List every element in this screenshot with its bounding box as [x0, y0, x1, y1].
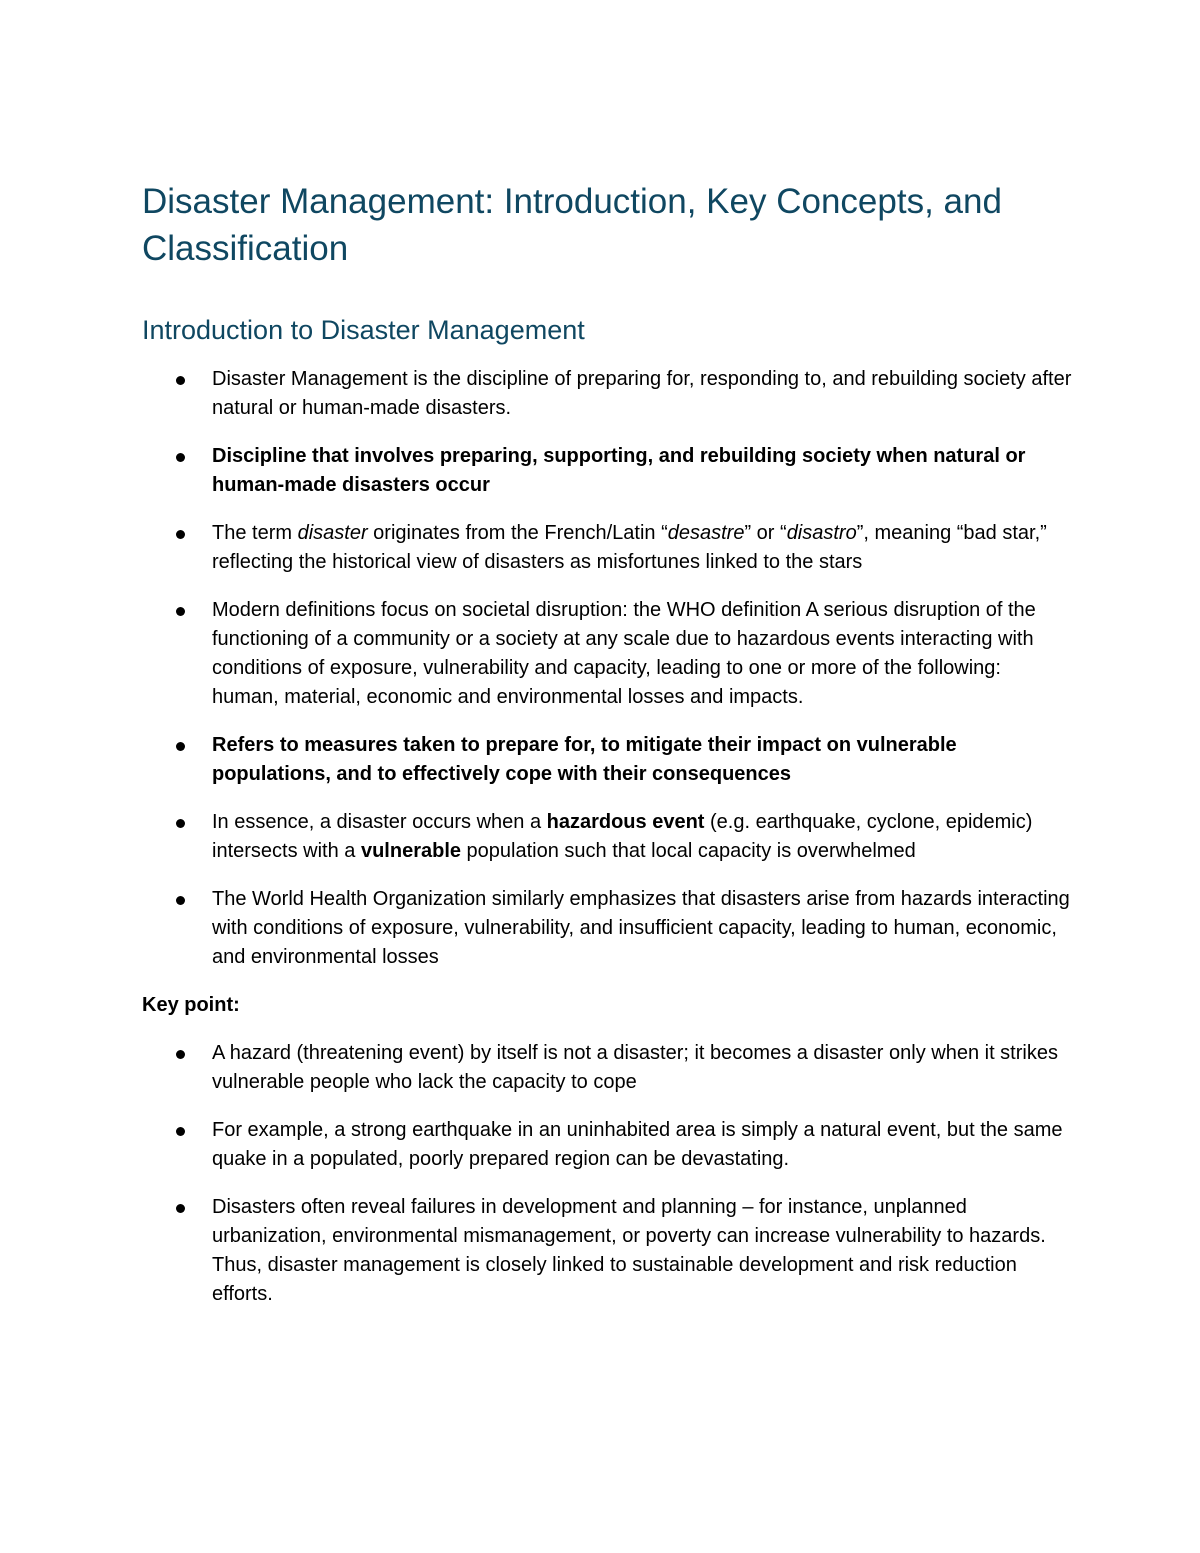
text-run-italic: desastre: [667, 522, 745, 544]
list-item: [142, 519, 1072, 577]
list-item: [142, 1193, 1072, 1309]
bullet-icon: [176, 1127, 185, 1136]
key-point-bullet-list: [142, 1039, 1072, 1309]
text-run: (e.g. earthquake, cyclone, epidemic) intersects with a: [212, 811, 1033, 862]
bullet-icon: [176, 453, 185, 462]
list-item-text: Discipline that involves preparing, supporting, and rebuilding society when natural or human-made disasters occur: [212, 445, 1026, 496]
text-run: In essence, a disaster occurs when a: [212, 811, 547, 833]
list-item-text: Refers to measures taken to prepare for, to mitigate their impact on vulnerable populations, and to effectively cope with their consequences: [212, 734, 957, 785]
list-item-text: Disaster Management is the discipline of preparing for, responding to, and rebuilding society after natural or human-made disasters.: [212, 368, 1072, 419]
text-run: ” or “: [744, 522, 787, 544]
bullet-icon: [176, 376, 185, 385]
key-point-label: Key point:: [142, 994, 240, 1016]
document-page: [142, 178, 1072, 1328]
list-item-text: [212, 811, 1032, 862]
list-item: [142, 596, 1072, 712]
list-item-text: For example, a strong earthquake in an uninhabited area is simply a natural event, but the same quake in a populated, poorly prepared region can be devastating.: [212, 1119, 1063, 1170]
text-run: ”, meaning “bad star,” reflecting the historical view of disasters as misfortunes linked to the stars: [212, 522, 1047, 573]
list-item: [142, 442, 1072, 500]
bullet-icon: [176, 896, 185, 905]
section-heading: Introduction to Disaster Management: [142, 315, 585, 345]
text-run-bold: vulnerable: [360, 840, 461, 862]
list-item-text: Disasters often reveal failures in development and planning – for instance, unplanned urbanization, environmental mismanagement, or poverty can increase vulnerability to hazards. Thus, disaster management is closely linked to sustainable development and risk reduction efforts.: [212, 1196, 1046, 1305]
bullet-icon: [176, 1050, 185, 1059]
bullet-icon: [176, 530, 185, 539]
list-item-text: [212, 522, 1047, 573]
list-item: [142, 885, 1072, 972]
text-run: originates from the French/Latin “: [367, 522, 668, 544]
text-run: The term: [212, 522, 298, 544]
bullet-icon: [176, 819, 185, 828]
list-item-text: Modern definitions focus on societal disruption: the WHO definition A serious disruption of the functioning of a community or a society at any scale due to hazardous events interacting with conditions of exposure, vulnerability and capacity, leading to one or more of the following: human, material, economic and environmental losses and impacts.: [212, 599, 1036, 708]
text-run-bold: hazardous event: [546, 811, 705, 833]
list-item-text: A hazard (threatening event) by itself is not a disaster; it becomes a disaster only when it strikes vulnerable people who lack the capacity to cope: [212, 1042, 1058, 1093]
list-item: [142, 1039, 1072, 1097]
list-item: [142, 365, 1072, 423]
document-title: Disaster Management: Introduction, Key Concepts, and Classification: [142, 182, 1002, 268]
list-item: [142, 808, 1072, 866]
text-run: population such that local capacity is overwhelmed: [461, 840, 916, 862]
list-item-text: The World Health Organization similarly emphasizes that disasters arise from hazards interacting with conditions of exposure, vulnerability, and insufficient capacity, leading to human, economic, and environmental losses: [212, 888, 1070, 968]
bullet-icon: [176, 1204, 185, 1213]
bullet-icon: [176, 742, 185, 751]
bullet-icon: [176, 607, 185, 616]
text-run-italic: disastro: [786, 522, 857, 544]
text-run-italic: disaster: [297, 522, 368, 544]
list-item: [142, 731, 1072, 789]
intro-bullet-list: [142, 365, 1072, 972]
list-item: [142, 1116, 1072, 1174]
